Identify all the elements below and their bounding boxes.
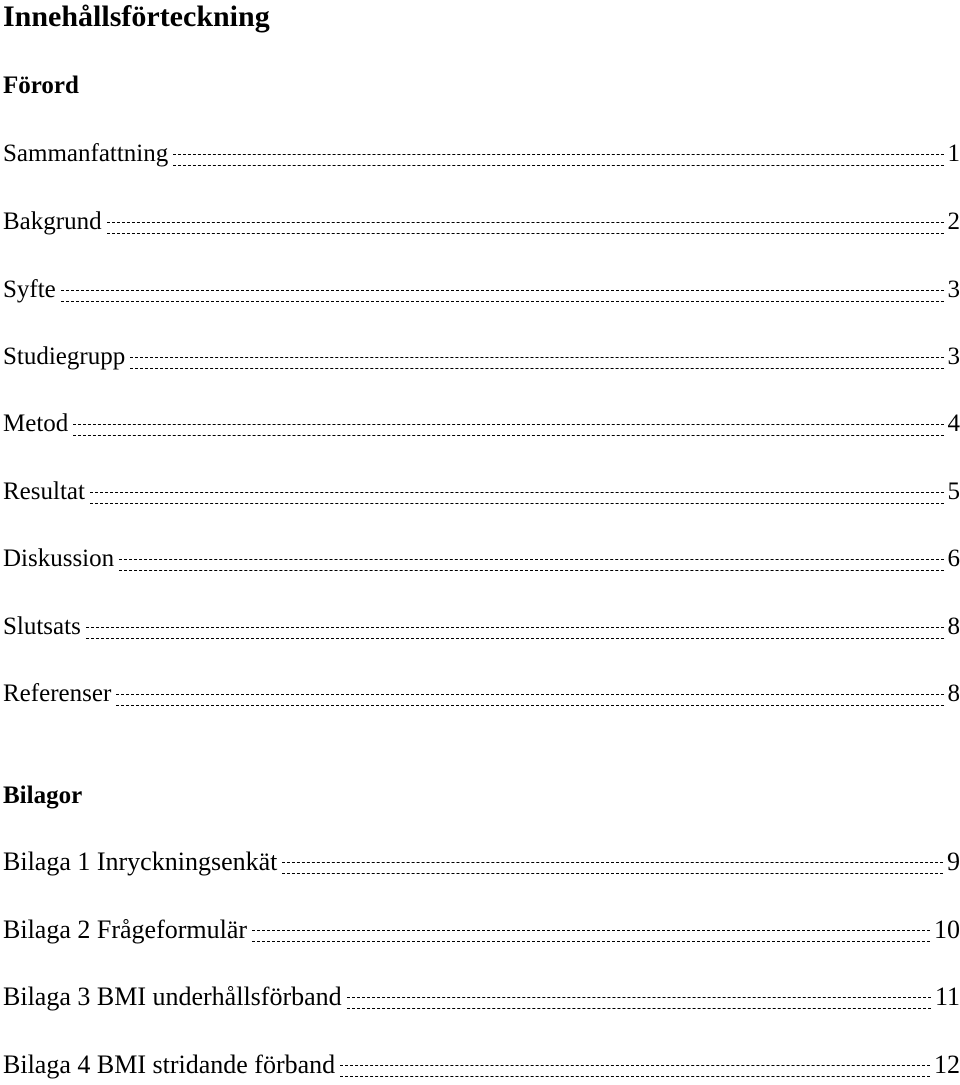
toc-entry-title: Bilaga 1 Inryckningsenkät bbox=[3, 847, 278, 876]
dot-leader bbox=[173, 154, 943, 166]
foreword-heading: Förord bbox=[3, 72, 79, 99]
toc-entry-bilaga-4[interactable] bbox=[3, 1049, 960, 1081]
toc-entry-title: Bakgrund bbox=[3, 208, 102, 235]
dot-leader bbox=[119, 559, 943, 571]
toc-entry-studiegrupp[interactable] bbox=[3, 341, 960, 373]
toc-entry-page-number: 3 bbox=[947, 276, 960, 303]
dot-leader bbox=[252, 930, 930, 942]
toc-entry-page-number: 11 bbox=[934, 982, 960, 1011]
toc-entry-page-number: 12 bbox=[934, 1050, 960, 1079]
toc-entry-title: Bilaga 2 Frågeformulär bbox=[3, 915, 248, 944]
toc-entry-page-number: 3 bbox=[947, 343, 960, 370]
dot-leader bbox=[340, 1065, 930, 1077]
toc-entry-page-number: 9 bbox=[947, 847, 960, 876]
dot-leader bbox=[116, 694, 943, 706]
toc-entry-title: Diskussion bbox=[3, 545, 115, 572]
toc-entry-page-number: 2 bbox=[947, 208, 960, 235]
dot-leader bbox=[107, 222, 944, 234]
toc-entry-title: Sammanfattning bbox=[3, 140, 169, 167]
toc-entry-title: Bilaga 4 BMI stridande förband bbox=[3, 1050, 336, 1079]
page-title: Innehållsförteckning bbox=[3, 0, 270, 33]
toc-entry-resultat[interactable] bbox=[3, 476, 960, 508]
toc-entry-page-number: 10 bbox=[934, 915, 960, 944]
toc-entry-page-number: 1 bbox=[947, 140, 960, 167]
toc-entry-title: Metod bbox=[3, 410, 69, 437]
dot-leader bbox=[90, 492, 944, 504]
dot-leader bbox=[347, 997, 931, 1009]
appendices-heading: Bilagor bbox=[3, 782, 83, 809]
toc-entry-bakgrund[interactable] bbox=[3, 206, 960, 238]
toc-entry-page-number: 4 bbox=[947, 410, 960, 437]
toc-entry-title: Referenser bbox=[3, 680, 112, 707]
toc-entry-page-number: 6 bbox=[947, 545, 960, 572]
toc-entry-slutsats[interactable] bbox=[3, 611, 960, 643]
toc-entry-referenser[interactable] bbox=[3, 678, 960, 710]
toc-entry-page-number: 5 bbox=[947, 478, 960, 505]
toc-entry-title: Studiegrupp bbox=[3, 343, 126, 370]
toc-entry-diskussion[interactable] bbox=[3, 543, 960, 575]
dot-leader bbox=[282, 862, 943, 874]
toc-entry-page-number: 8 bbox=[947, 680, 960, 707]
toc-entry-page-number: 8 bbox=[947, 613, 960, 640]
dot-leader bbox=[86, 627, 944, 639]
toc-entry-bilaga-2[interactable] bbox=[3, 914, 960, 946]
dot-leader bbox=[73, 424, 943, 436]
toc-entry-title: Bilaga 3 BMI underhållsförband bbox=[3, 982, 342, 1011]
toc-entry-bilaga-3[interactable] bbox=[3, 981, 960, 1013]
toc-entry-sammanfattning[interactable] bbox=[3, 138, 960, 170]
dot-leader bbox=[61, 290, 944, 302]
toc-entry-title: Resultat bbox=[3, 478, 85, 505]
toc-entry-metod[interactable] bbox=[3, 408, 960, 440]
toc-entry-title: Slutsats bbox=[3, 613, 81, 640]
toc-entry-title: Syfte bbox=[3, 276, 56, 303]
toc-entry-syfte[interactable] bbox=[3, 274, 960, 306]
toc-entry-bilaga-1[interactable] bbox=[3, 846, 960, 878]
dot-leader bbox=[130, 357, 943, 369]
